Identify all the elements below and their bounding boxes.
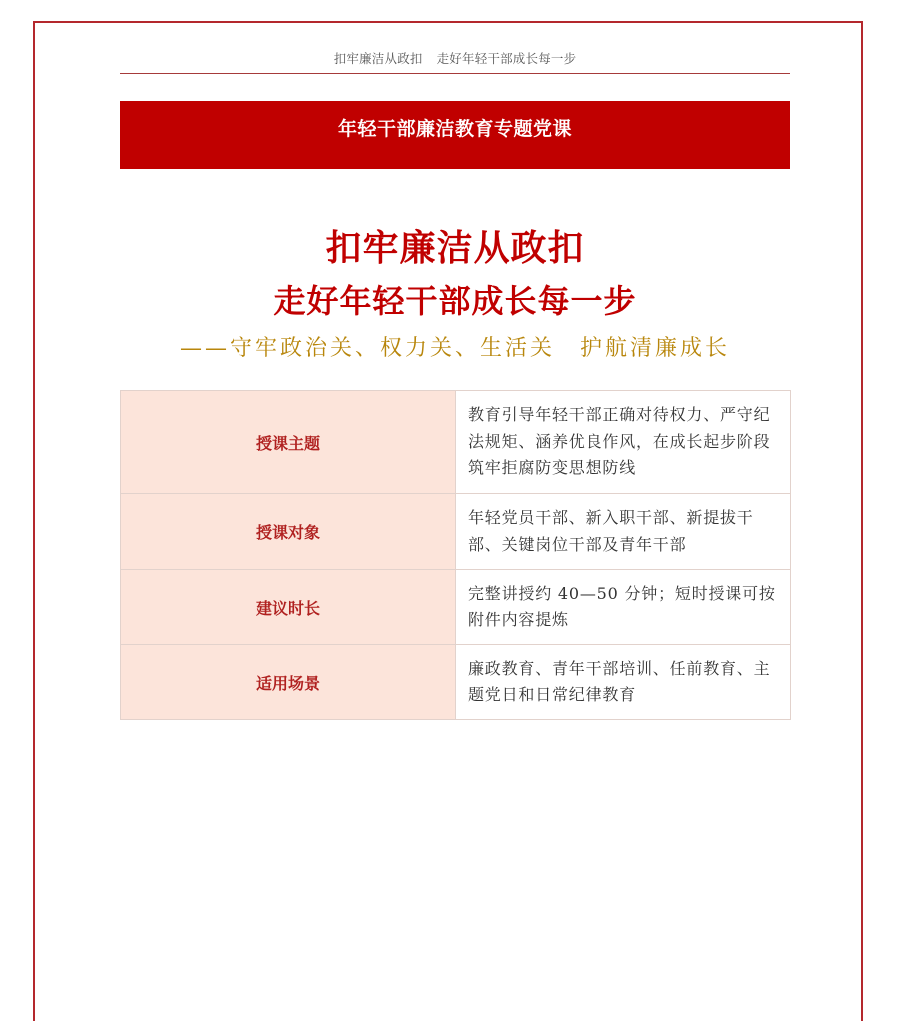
document-page bbox=[33, 21, 863, 1021]
banner-text: 年轻干部廉洁教育专题党课 bbox=[337, 118, 572, 140]
table-row bbox=[121, 494, 791, 570]
row-label: 授课对象 bbox=[121, 494, 456, 570]
row-label: 建议时长 bbox=[121, 570, 456, 645]
row-value: 年轻党员干部、新入职干部、新提拔干部、关键岗位干部及青年干部 bbox=[456, 494, 791, 570]
row-value: 教育引导年轻干部正确对待权力、严守纪法规矩、涵养优良作风，在成长起步阶段筑牢拒腐防变思想防线 bbox=[456, 391, 791, 494]
table-row bbox=[121, 645, 791, 720]
row-value: 廉政教育、青年干部培训、任前教育、主题党日和日常纪律教育 bbox=[456, 645, 791, 720]
title-banner bbox=[120, 101, 790, 169]
running-header-right: 走好年轻干部成长每一步 bbox=[436, 51, 577, 66]
running-header bbox=[120, 49, 790, 67]
subtitle: ——守牢政治关、权力关、生活关 护航清廉成长 bbox=[179, 336, 730, 361]
row-label: 适用场景 bbox=[121, 645, 456, 720]
table-row bbox=[121, 391, 791, 494]
table-row bbox=[121, 570, 791, 645]
header-divider bbox=[120, 73, 790, 74]
main-title-line-1: 扣牢廉洁从政扣 bbox=[325, 228, 585, 269]
running-header-left: 扣牢廉洁从政扣 bbox=[333, 51, 423, 66]
main-title-line-2: 走好年轻干部成长每一步 bbox=[273, 282, 637, 320]
lesson-info-table bbox=[120, 390, 791, 720]
row-label: 授课主题 bbox=[121, 391, 456, 494]
row-value: 完整讲授约 40—50 分钟；短时授课可按附件内容提炼 bbox=[456, 570, 791, 645]
